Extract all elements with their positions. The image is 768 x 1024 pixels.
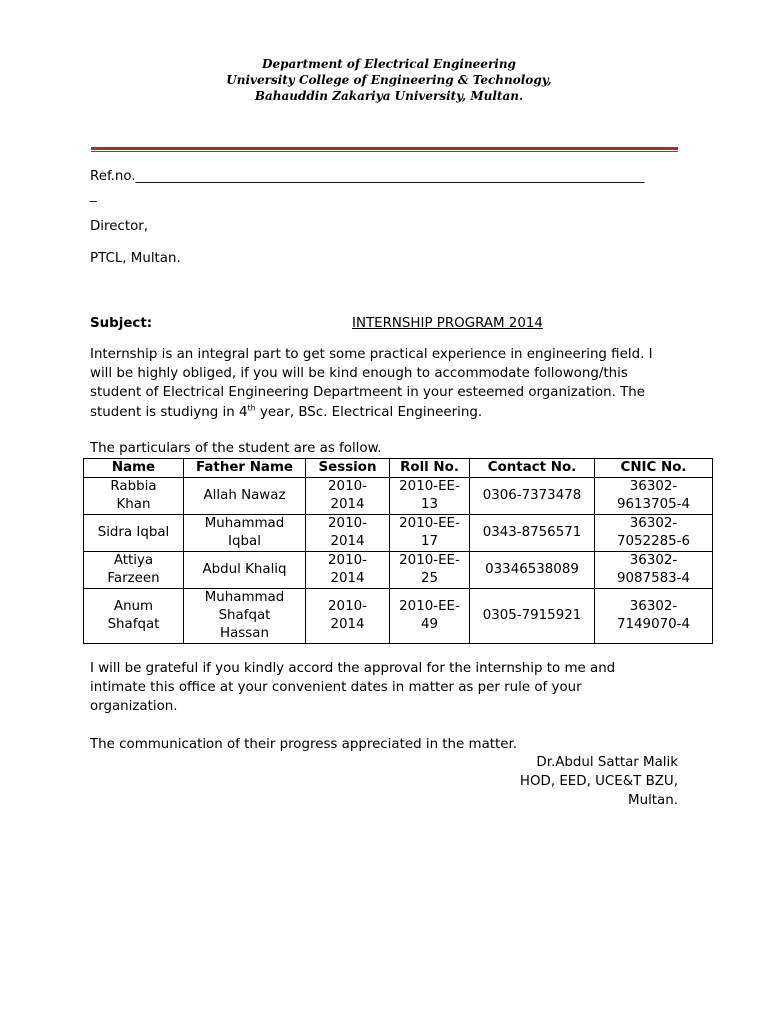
- reference-continuation: _: [90, 188, 97, 203]
- signatory-designation: HOD, EED, UCE&T BZU,: [519, 774, 678, 790]
- intro-text: student is studiyng in 4: [90, 404, 248, 420]
- table-row: [84, 515, 713, 552]
- father-name-cell: Allah Nawaz: [184, 478, 306, 515]
- student-name-cell: Anum Shafqat: [84, 589, 184, 644]
- header-divider-thin: [91, 151, 678, 152]
- college-name: University College of Engineering & Technology,: [226, 73, 552, 87]
- university-name: Bahauddin Zakariya University, Multan.: [254, 89, 524, 103]
- signature-block: [520, 753, 678, 811]
- reference-number-line: Ref.no.____________________________________________________________________________: [90, 169, 645, 184]
- student-name-cell: Attiya Farzeen: [84, 552, 184, 589]
- session-cell: 2010- 2014: [306, 589, 390, 644]
- session-cell: 2010- 2014: [306, 552, 390, 589]
- signatory-name: Dr.Abdul Sattar Malik: [536, 755, 678, 770]
- student-name-cell: Rabbia Khan: [84, 478, 184, 515]
- roll-number-cell: 2010-EE- 49: [390, 589, 470, 644]
- table-header-row: [84, 459, 713, 478]
- header-divider-thick: [91, 147, 678, 150]
- contact-number-cell: 0343-8756571: [470, 515, 595, 552]
- intro-line: Internship is an integral part to get some practical experience in engineering field. I: [90, 347, 653, 362]
- column-header: Session: [306, 459, 390, 478]
- subject-label: Subject:: [90, 316, 153, 331]
- department-name: Department of Electrical Engineering: [262, 57, 516, 71]
- cnic-number-cell: 36302- 7149070-4: [595, 589, 713, 644]
- intro-line: student of Electrical Engineering Departmeent in your esteemed organization. The: [90, 385, 646, 401]
- closing-paragraph: [90, 659, 680, 717]
- ordinal-suffix: th: [247, 403, 256, 413]
- recipient-organization: PTCL, Multan.: [90, 251, 181, 266]
- session-cell: 2010- 2014: [306, 478, 390, 515]
- closing-line: I will be grateful if you kindly accord the approval for the internship to me and: [90, 661, 616, 676]
- letterhead: [0, 56, 768, 104]
- roll-number-cell: 2010-EE- 13: [390, 478, 470, 515]
- closing-line: intimate this office at your convenient dates in matter as per rule of your: [90, 680, 582, 696]
- intro-line: [90, 403, 680, 422]
- particulars-line: The particulars of the student are as follow.: [90, 441, 382, 456]
- table-row: [84, 589, 713, 644]
- session-cell: 2010- 2014: [306, 515, 390, 552]
- roll-number-cell: 2010-EE- 17: [390, 515, 470, 552]
- closing-line: organization.: [90, 699, 178, 715]
- father-name-cell: Muhammad Shafqat Hassan: [184, 589, 306, 644]
- column-header: Name: [84, 459, 184, 478]
- cnic-number-cell: 36302- 7052285-6: [595, 515, 713, 552]
- intro-text: year, BSc. Electrical Engineering.: [255, 404, 483, 420]
- intro-paragraph: [90, 345, 680, 422]
- column-header: Father Name: [184, 459, 306, 478]
- table-row: [84, 552, 713, 589]
- column-header: CNIC No.: [595, 459, 713, 478]
- communication-line: The communication of their progress appreciated in the matter.: [90, 737, 518, 752]
- subject-text: INTERNSHIP PROGRAM 2014: [352, 316, 543, 331]
- cnic-number-cell: 36302- 9613705-4: [595, 478, 713, 515]
- student-particulars-table: [83, 458, 713, 644]
- intro-line: will be highly obliged, if you will be kind enough to accommodate followong/this: [90, 366, 628, 382]
- roll-number-cell: 2010-EE- 25: [390, 552, 470, 589]
- student-name-cell: Sidra Iqbal: [84, 515, 184, 552]
- signatory-city: Multan.: [628, 793, 678, 809]
- column-header: Roll No.: [390, 459, 470, 478]
- cnic-number-cell: 36302- 9087583-4: [595, 552, 713, 589]
- recipient-title: Director,: [90, 219, 149, 234]
- column-header: Contact No.: [470, 459, 595, 478]
- table-row: [84, 478, 713, 515]
- father-name-cell: Abdul Khaliq: [184, 552, 306, 589]
- father-name-cell: Muhammad Iqbal: [184, 515, 306, 552]
- contact-number-cell: 0305-7915921: [470, 589, 595, 644]
- contact-number-cell: 03346538089: [470, 552, 595, 589]
- contact-number-cell: 0306-7373478: [470, 478, 595, 515]
